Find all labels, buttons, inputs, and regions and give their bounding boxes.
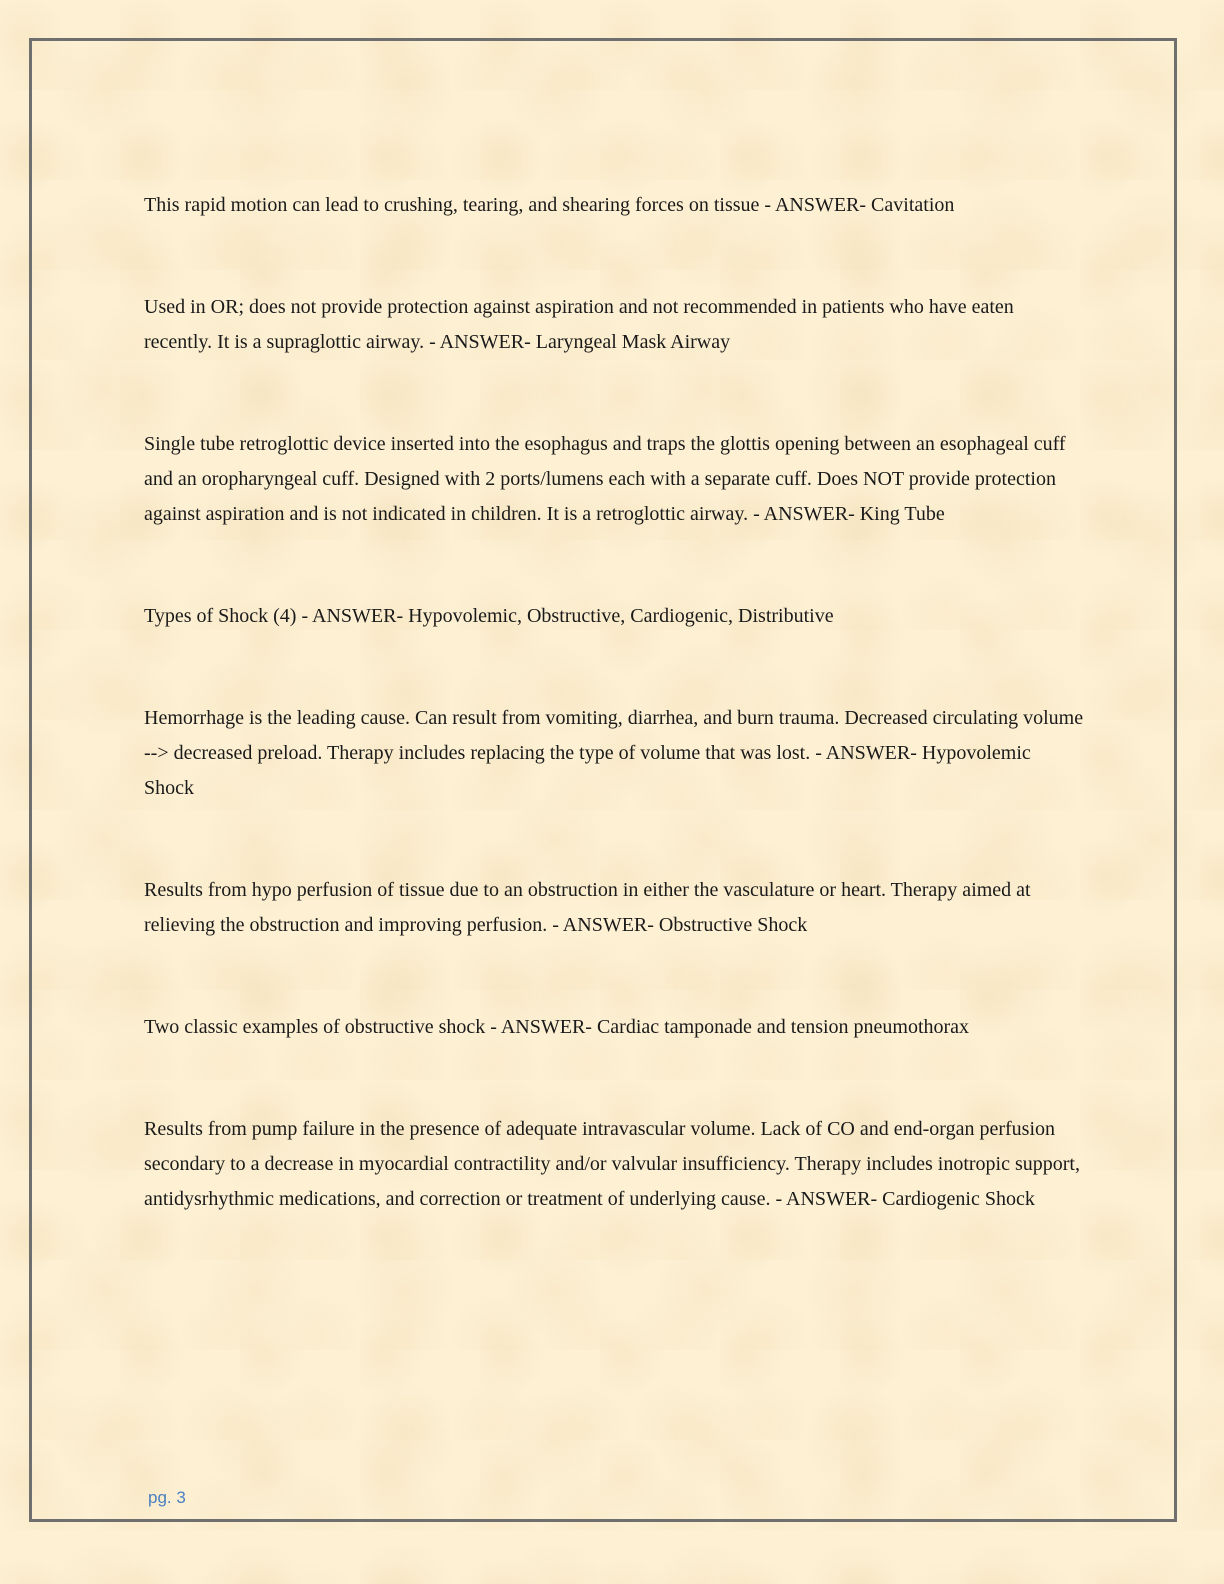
- qa-item: Results from hypo perfusion of tissue due to an obstruction in either the vasculature or heart. Therapy aimed at relieving the obstruction and improving perfusion. - ANSWER- Obstructive Shock: [144, 879, 1031, 936]
- qa-item: Single tube retroglottic device inserted into the esophagus and traps the glottis opening between an esophageal cuff and an oropharyngeal cuff. Designed with 2 ports/lumens each with a separate cuff. Does NOT provide protection against aspiration and is not indicated in children. It is a retroglottic airway. - ANSWER- King Tube: [144, 433, 1066, 525]
- page-number: pg. 3: [148, 1488, 186, 1507]
- qa-list: [144, 188, 1084, 1284]
- qa-item: This rapid motion can lead to crushing, tearing, and shearing forces on tissue - ANSWER- Cavitation: [144, 194, 955, 216]
- qa-item: Hemorrhage is the leading cause. Can result from vomiting, diarrhea, and burn trauma. Decreased circulating volume --> decreased preload. Therapy includes replacing the type of volume that was lost. - ANSWER- Hypovolemic Shock: [144, 707, 1084, 799]
- qa-item: Results from pump failure in the presence of adequate intravascular volume. Lack of CO and end-organ perfusion secondary to a decrease in myocardial contractility and/or valvular insufficiency. Therapy includes inotropic support, antidysrhythmic medications, and correction or treatment of underlying cause. - ANSWER- Cardiogenic Shock: [144, 1118, 1080, 1210]
- qa-item: Used in OR; does not provide protection against aspiration and not recommended in patients who have eaten recently. It is a supraglottic airway. - ANSWER- Laryngeal Mask Airway: [144, 296, 1014, 353]
- qa-item: Types of Shock (4) - ANSWER- Hypovolemic, Obstructive, Cardiogenic, Distributive: [144, 605, 834, 627]
- qa-item: Two classic examples of obstructive shock - ANSWER- Cardiac tamponade and tension pneumothorax: [144, 1016, 970, 1038]
